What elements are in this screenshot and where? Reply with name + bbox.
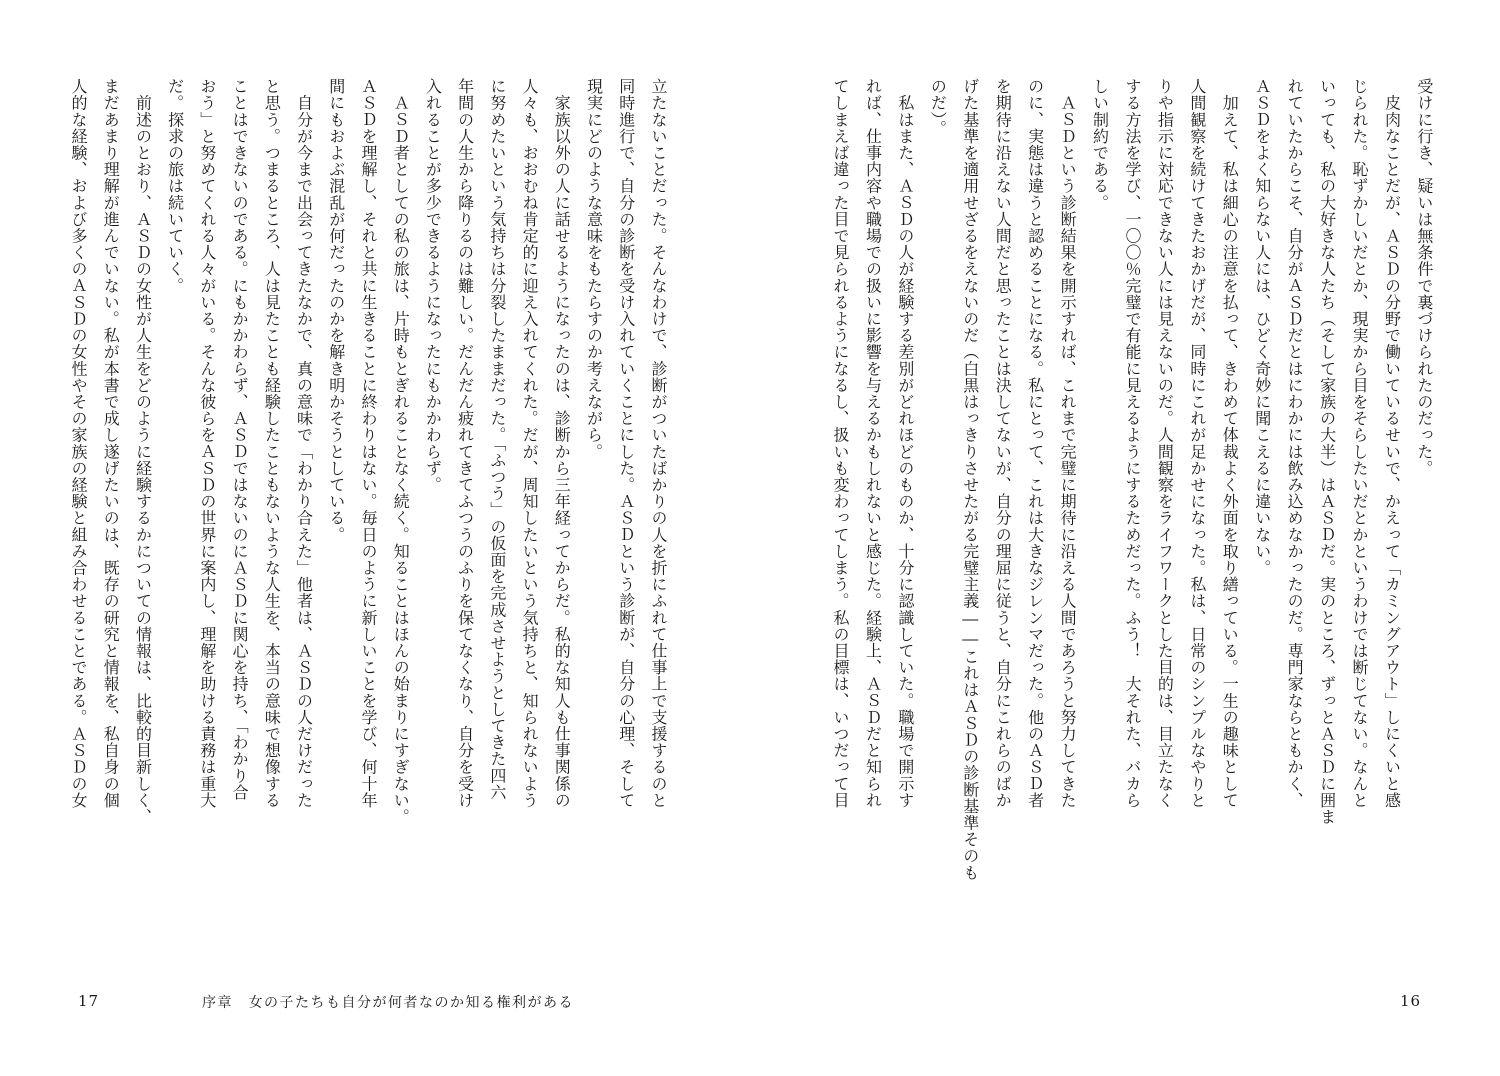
- text-line: 人間観察を続けてきたおかげだが、同時にこれが足かせになった。私は、日常のシンプルなやりと: [1187, 78, 1207, 809]
- text-line: れていたからこそ、自分がＡＳＤだとはにわかには飲み込めなかったのだ。専門家ならともかく、: [1285, 78, 1305, 809]
- text-line: 加えて、私は細心の注意を払って、きわめて体裁よく外面を取り繕っている。一生の趣味として: [1220, 78, 1240, 809]
- text-line: ＡＳＤを理解し、それと共に生きることに終わりはない。毎日のように新しいことを学び、何十年: [358, 78, 378, 809]
- text-line: 前述のとおり、ＡＳＤの女性が人生をどのように経験するかについての情報は、比較的目新しく、: [133, 78, 153, 825]
- text-line: 間にもおよぶ混乱が何だったのかを解き明かそうとしている。: [326, 78, 346, 543]
- text-line: ＡＳＤという診断結果を開示すれば、これまで完璧に期待に沿える人間であろうと努力してきた: [1058, 78, 1078, 809]
- text-line: のだ）。: [928, 78, 948, 137]
- text-line: てしまえば違った目で見られるようになるし、扱いも変わってしまう。私の目標は、いつだって目: [831, 78, 850, 809]
- text-line: まだあまり理解が進んでいない。私が本書で成し遂げたいのは、既存の研究と情報を、私自身の個: [101, 78, 121, 809]
- text-line: を期待に沿えない人間だと思ったことは決してないが、自分の理屈に従うと、自分にこれらのばか: [993, 78, 1013, 809]
- text-line: 皮肉なことだが、ＡＳＤの分野で働いているせいで、かえって「カミングアウト」しにくいと感: [1382, 78, 1402, 809]
- text-line: 自分が今まで出会ってきたなかで、真の意味で「わかり合えた」他者は、ＡＳＤの人だけだった: [294, 78, 314, 809]
- text-line: おう」と努めてくれる人々がいる。そんな彼らをＡＳＤの世界に案内し、理解を助ける責務は重大: [197, 78, 217, 809]
- text-line: 現実にどのような意味をもたらすのか考えながら。: [584, 78, 604, 460]
- page-number-right: 16: [1400, 992, 1422, 1010]
- right-page-text: [832, 78, 1432, 958]
- text-line: 年間の人生から降りるのは難しい。だんだん疲れてきてふつうのふりを保てなくなり、自分を受け: [455, 78, 475, 809]
- text-line: 私はまた、ＡＳＤの人が経験する差別がどれほどのものか、十分に認識していた。職場で開示す: [895, 78, 915, 809]
- text-line: げた基準を適用せざるをえないのだ（白黒はっきりさせたがる完璧主義――これはＡＳＤの診断基準そのも: [960, 78, 980, 881]
- text-line: しい制約である。: [1090, 78, 1110, 211]
- text-line: いっても、私の大好きな人たち（そして家族の大半）はＡＳＤだ。実のところ、ずっとＡＳＤに囲ま: [1317, 78, 1337, 825]
- text-line: と思う。つまるところ、人は見たことも経験したこともないような人生を、本当の意味で想像する: [262, 78, 282, 809]
- text-line: ＡＳＤをよく知らない人には、ひどく奇妙に聞こえるに違いない。: [1252, 78, 1272, 576]
- text-line: 家族以外の人に話せるようになったのは、診断から三年経ってからだ。私的な知人も仕事関係の: [552, 78, 572, 809]
- text-line: じられた。恥ずかしいだとか、現実から目をそらしたいだとかというわけでは断じてない。なんと: [1350, 78, 1369, 809]
- text-line: りや指示に対応できない人には見えないのだ。人間観察をライフワークとした目的は、目立たなく: [1155, 78, 1175, 809]
- text-line: 受けに行き、疑いは無条件で裏づけられたのだった。: [1414, 78, 1434, 477]
- text-line: 入れることが多少できるようになったにもかかわらず。: [423, 78, 443, 493]
- text-line: 人的な経験、および多くのＡＳＤの女性やその家族の経験と組み合わせることである。ＡＳＤの女: [69, 78, 88, 809]
- text-line: ことはできないのである。にもかかわらず、ＡＳＤではないのにＡＳＤに関心を持ち、「わかり合: [230, 78, 250, 801]
- page-number-left: 17: [78, 992, 100, 1010]
- text-line: ＡＳＤ者としての私の旅は、片時もとぎれることなく続く。知ることはほんの始まりにすぎない。: [391, 78, 411, 825]
- text-line: れば、仕事内容や職場での扱いに影響を与えるかもしれないと感じた。経験上、ＡＳＤだと知られ: [863, 78, 883, 809]
- text-line: 立たないことだった。そんなわけで、診断がついたばかりの人を折にふれて仕事上で支援するのと: [648, 78, 668, 809]
- text-line: に努めたいという気持ちは分裂したままだった。「ふつう」の仮面を完成させようとしてきた四六: [487, 78, 507, 801]
- text-line: 人々も、おおむね肯定的に迎え入れてくれた。だが、周知したいという気持ちと、知られないよう: [520, 78, 540, 809]
- text-line: 同時進行で、自分の診断を受け入れていくことにした。ＡＳＤという診断が、自分の心理、そして: [616, 78, 636, 809]
- running-head: 序章 女の子たちも自分が何者なのか知る権利がある: [202, 995, 574, 1011]
- text-line: する方法を学び、一〇〇％完璧で有能に見えるようにするためだった。ふう！ 大それた、バカら: [1122, 78, 1142, 809]
- text-line: のに、実態は違うと認めることになる。私にとって、これは大きなジレンマだった。他のＡＳＤ者: [1025, 78, 1045, 809]
- left-page-text: [70, 78, 666, 958]
- text-line: だ。探求の旅は続いていく。: [165, 78, 185, 294]
